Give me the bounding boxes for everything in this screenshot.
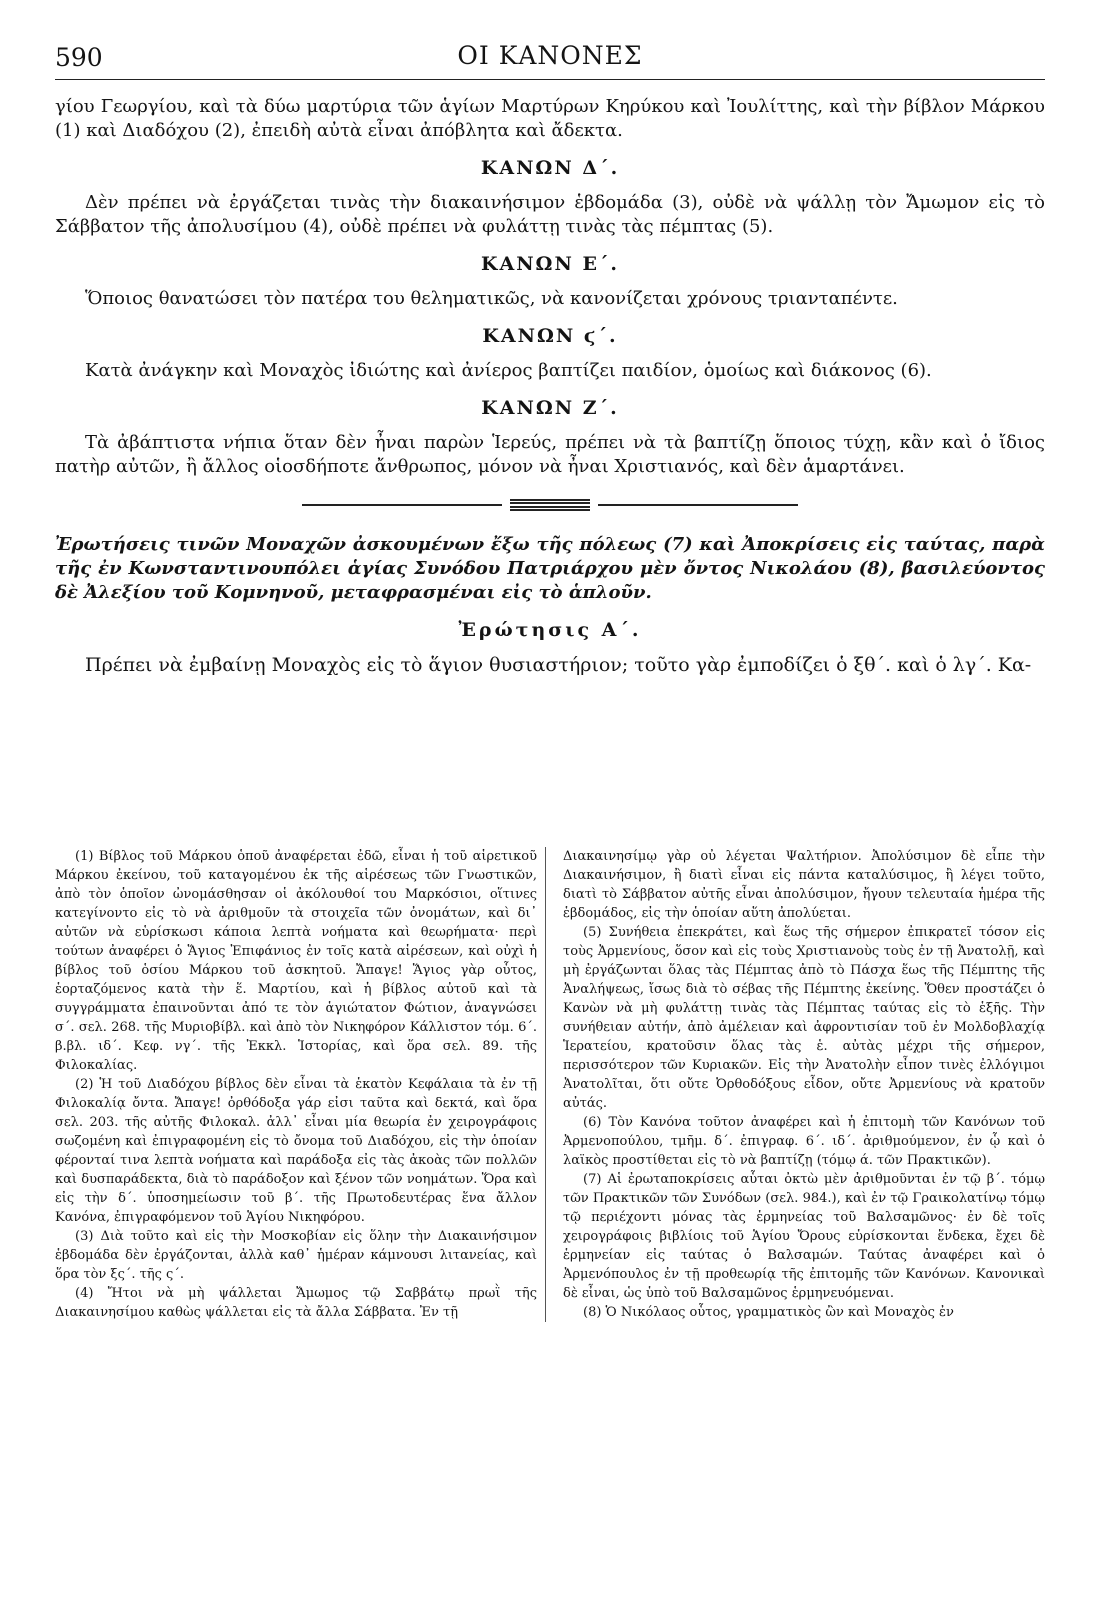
canon-text-5: Ὅποιος θανατώσει τὸν πατέρα του θεληματικῶς, νὰ κανονίζεται χρόνους τριανταπέντε.	[85, 288, 898, 309]
footnote: (4) Ἤτοι νὰ μὴ ψάλλεται Ἄμωμος τῷ Σαββάτῳ πρωῒ τῆς Διακαινησίμου καθὼς ψάλλεται εἰς τὰ ἄλλα Σάββατα. Ἐν τῇ	[55, 1286, 537, 1320]
footnotes	[55, 847, 1045, 1322]
header-rule	[55, 79, 1045, 80]
footnotes-left-column	[55, 847, 546, 1322]
ornament-line-left	[302, 504, 502, 506]
footnote: Διακαινησίμῳ γὰρ οὐ λέγεται Ψαλτήριον. Ἀπολύσιμον δὲ εἶπε τὴν Διακαινήσιμον, ἢ διατὶ εἶναι εἰς πάντα καταλύσιμος, ἢ λέγει τοῦτο, διατὶ τὸ Σάββατον αὐτῆς εἶναι ἀπολύσιμον, ἤγουν τελευταία ἡμέρα τῆς ἑβδομάδος, εἰς τὴν ὁποίαν αὕτη ἀπολύεται.	[563, 849, 1045, 921]
canon-heading-4: ΚΑΝΩΝ Δ΄.	[480, 157, 620, 179]
question-heading: Ἐρώτησις Α΄.	[458, 619, 642, 641]
top-paragraph: γίου Γεωργίου, καὶ τὰ δύω μαρτύρια τῶν ἁγίων Μαρτύρων Κηρύκου καὶ Ἰουλίττης, καὶ τὴν βίβλον Μάρκου (1) καὶ Διαδόχου (2), ἐπειδὴ αὐτὰ εἶναι ἀπόβλητα καὶ ἄδεκτα.	[55, 96, 1045, 141]
footnotes-right-column	[559, 847, 1045, 1322]
question-text: Πρέπει νὰ ἐμβαίνῃ Μοναχὸς εἰς τὸ ἅγιον θυσιαστήριον; τοῦτο γὰρ ἐμποδίζει ὁ ξθ΄. καὶ ὁ λγ΄. Κα-	[85, 654, 1032, 676]
canon-text-7: Τὰ ἀβάπτιστα νήπια ὅταν δὲν ἦναι παρὼν Ἱερεύς, πρέπει νὰ τὰ βαπτίζῃ ὅποιος τύχῃ, κἂν καὶ ὁ ἴδιος πατὴρ αὐτῶν, ἢ ἄλλος οἱοσδήποτε ἄνθρωπος, μόνον νὰ ἦναι Χριστιανός, καὶ δὲν ἁμαρτάνει.	[55, 432, 1045, 477]
ornament-center	[510, 499, 590, 511]
canon-text-4: Δὲν πρέπει νὰ ἐργάζεται τινὰς τὴν διακαινήσιμον ἑβδομάδα (3), οὐδὲ νὰ ψάλλῃ τὸν Ἄμωμον εἰς τὸ Σάββατον τῆς ἀπολυσίμου (4), οὐδὲ πρέπει νὰ φυλάττῃ τινὰς τὰς πέμπτας (5).	[55, 192, 1045, 237]
canon-heading-7: ΚΑΝΩΝ Ζ΄.	[481, 397, 619, 419]
canon-heading-6: ΚΑΝΩΝ ϛ΄.	[482, 325, 618, 347]
footnote: (3) Διὰ τοῦτο καὶ εἰς τὴν Μοσκοβίαν εἰς ὅλην τὴν Διακαινήσιμον ἑβδομάδα δὲν ἐργάζονται, ἀλλὰ καθ᾽ ἡμέραν κάμνουσι λιτανείας, καὶ ὅρα τὸν ξς΄. τῆς ς΄.	[55, 1229, 537, 1282]
canon-heading-5: ΚΑΝΩΝ Ε΄.	[480, 253, 620, 275]
ornament-line-right	[598, 504, 798, 506]
section-title: Ἐρωτήσεις τινῶν Μοναχῶν ἀσκουμένων ἔξω τῆς πόλεως (7) καὶ Ἀποκρίσεις εἰς ταύτας, παρὰ τῆς ἐν Κωνσταντινουπόλει ἁγίας Συνόδου Πατριάρχου μὲν ὄντος Νικολάου (8), βασιλεύοντος δὲ Ἀλεξίου τοῦ Κομνηνοῦ, μεταφρασμέναι εἰς τὸ ἁπλοῦν.	[55, 534, 1045, 603]
canon-text-6: Κατὰ ἀνάγκην καὶ Μοναχὸς ἰδιώτης καὶ ἀνίερος βαπτίζει παιδίον, ὁμοίως καὶ διάκονος (6).	[85, 360, 932, 381]
running-title: ΟΙ ΚΑΝΟΝΕΣ	[457, 41, 643, 70]
footnote: (2) Ἡ τοῦ Διαδόχου βίβλος δὲν εἶναι τὰ ἑκατὸν Κεφάλαια τὰ ἐν τῇ Φιλοκαλίᾳ ὄντα. Ἄπαγε! ὀρθόδοξα γάρ εἰσι ταῦτα καὶ δεκτά, καὶ ὅρα σελ. 203. τῆς αὐτῆς Φιλοκαλ. ἀλλ᾽ εἶναι μία θεωρία ἐν χειρογράφοις σωζομένη καὶ ἐπιγραφομένη εἰς τὸ ὄνομα τοῦ Διαδόχου, εἰς τὴν ὁποίαν φέρονταί τινα λεπτὰ νοήματα καὶ παράδοξα εἰς τὰς ἀκοὰς τῶν πολλῶν καὶ δυσπαράδεκτα, διὰ τὸ παράδοξον καὶ ξένον τῶν νοημάτων. Ὅρα καὶ εἰς τὴν δ΄. ὑποσημείωσιν τοῦ β΄. τῆς Πρωτοδευτέρας ἕνα ἄλλον Κανόνα, ἐπιγραφόμενον τοῦ Ἁγίου Νικηφόρου.	[55, 1077, 537, 1225]
footnote: (5) Συνήθεια ἐπεκράτει, καὶ ἕως τῆς σήμερον ἐπικρατεῖ τόσον εἰς τοὺς Ἀρμενίους, ὅσον καὶ εἰς τοὺς Χριστιανοὺς τοὺς ἐν τῇ Ἀνατολῇ, καὶ μὴ ἐργάζωνται ὅλας τὰς Πέμπτας ἀπὸ τὸ Πάσχα ἕως τῆς Πέμπτης τῆς Ἀναλήψεως, ἴσως διὰ τὸ σέβας τῆς Πέμπτης ἐκείνης. Ὅθεν προστάζει ὁ Κανὼν νὰ μὴ φυλάττῃ τινὰς τὰς Πέμπτας ταύτας εἰς τὸ ἑξῆς. Τὴν συνήθειαν αὐτήν, ἀπὸ ἀμέλειαν καὶ ἀφροντισίαν τοῦ ἐν Μολδοβλαχίᾳ Ἱερατείου, κρατοῦσιν ὅλας τὰς ἑ. αὐτὰς μέχρι τῆς σήμερον, περισσότερον τῶν Κυριακῶν. Εἰς τὴν Ἀνατολὴν εἶπον τινὲς ἐλλόγιμοι Ἀνατολῖται, ὅτι οὔτε Ὀρθοδόξους εἶδον, οὔτε Ἀρμενίους νὰ κρατοῦν αὐτάς.	[563, 925, 1045, 1111]
footnote: (8) Ὁ Νικόλαος οὗτος, γραμματικὸς ὢν καὶ Μοναχὸς ἐν	[583, 1305, 954, 1320]
page-header	[55, 35, 1045, 83]
ornament-divider	[55, 499, 1045, 511]
footnote: (1) Βίβλος τοῦ Μάρκου ὁποῦ ἀναφέρεται ἐδῶ, εἶναι ἡ τοῦ αἱρετικοῦ Μάρκου ἐκείνου, τοῦ καταγομένου ἐκ τῆς αἱρέσεως τῶν Γνωστικῶν, ἀπὸ τὸν ὁποῖον ὠνομάσθησαν οἱ ἀκόλουθοί του Μαρκόσιοι, οἵτινες κατεγίνοντο εἰς τὸ νὰ ἀριθμοῦν τὰ στοιχεῖα τῶν ὀνομάτων, καὶ δι᾽ αὐτῶν νὰ εὑρίσκωσι κάποια λεπτὰ νοήματα καὶ θεωρήματα· περὶ τούτων ἀναφέρει ὁ Ἅγιος Ἐπιφάνιος ἐν τοῖς κατὰ αἱρέσεων, καὶ οὐχὶ ἡ βίβλος τοῦ ὁσίου Μάρκου τοῦ ἀσκητοῦ. Ἄπαγε! Ἅγιος γὰρ οὗτος, ἑορταζόμενος κατὰ τὴν ἕ. Μαρτίου, καὶ ἡ βίβλος αὐτοῦ καὶ τὰ συγγράμματα ἐπαινοῦνται ἀπό τε τὸν ἁγιώτατον Φώτιον, ἀναγνώσει σ΄. σελ. 268. τῆς Μυριοβίβλ. καὶ ἀπὸ τὸν Νικηφόρον Κάλλιστον τόμ. 6΄. β.βλ. ιδ΄. Κεφ. νγ΄. τῆς Ἐκκλ. Ἱστορίας, καὶ ὅρα σελ. 89. τῆς Φιλοκαλίας.	[55, 849, 537, 1073]
page-number: 590	[55, 43, 103, 72]
book-page	[55, 35, 1045, 1320]
footnote: (7) Αἱ ἐρωταποκρίσεις αὗται ὀκτὼ μὲν ἀριθμοῦνται ἐν τῷ β΄. τόμῳ τῶν Πρακτικῶν τῶν Συνόδων (σελ. 984.), καὶ ἐν τῷ Γραικολατίνῳ τόμῳ τῷ περιέχοντι μόνας τὰς ἑρμηνείας τοῦ Βαλσαμῶνος· ἐν δὲ τοῖς χειρογράφοις βιβλίοις τοῦ Ἁγίου Ὄρους εὑρίσκονται ἕνδεκα, ἔχει δὲ ἑρμηνείαν εἰς ταύτας ὁ Βαλσαμών. Ταύτας ἀναφέρει καὶ ὁ Ἀρμενόπουλος ἐν τῇ προθεωρίᾳ τῆς ἐπιτομῆς τῶν Κανόνων. Κανονικαὶ δὲ εἶναι, ὡς ὑπὸ τοῦ Βαλσαμῶνος ἑρμηνευόμεναι.	[563, 1172, 1045, 1301]
footnote: (6) Τὸν Κανόνα τοῦτον ἀναφέρει καὶ ἡ ἐπιτομὴ τῶν Κανόνων τοῦ Ἀρμενοπούλου, τμῆμ. δ΄. ἐπιγραφ. 6΄. ιδ΄. ἀριθμούμενον, ἐν ᾧ καὶ ὁ λαϊκὸς προστίθεται εἰς τὸ νὰ βαπτίζῃ (τόμῳ ά. τῶν Πρακτικῶν).	[563, 1115, 1045, 1168]
